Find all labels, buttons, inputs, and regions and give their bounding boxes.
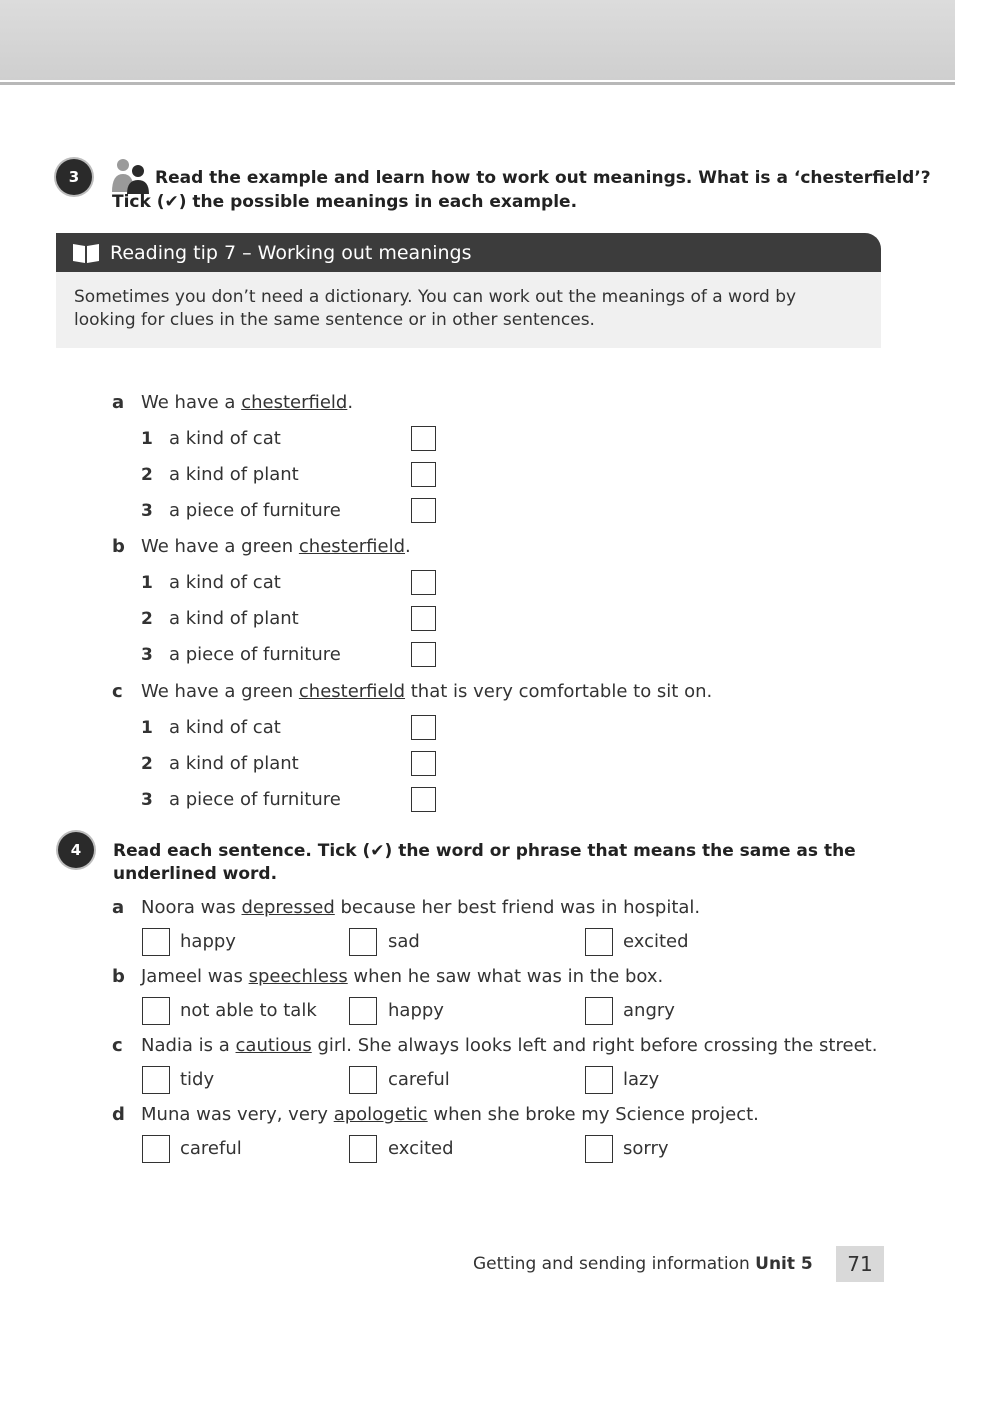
option-number: 3: [141, 645, 153, 665]
tick-box[interactable]: [349, 1135, 377, 1163]
tick-box[interactable]: [411, 606, 436, 631]
underlined-word: chesterfield: [298, 681, 406, 702]
page-top-band: [0, 0, 955, 80]
sentence-end: because her best friend was in hospital.: [334, 897, 701, 918]
sentence: [141, 535, 411, 559]
tick-box[interactable]: [411, 787, 436, 812]
option-text: a piece of furniture: [169, 500, 341, 521]
tick-box[interactable]: [142, 1066, 170, 1094]
underlined-word: speechless: [248, 966, 348, 987]
sentence-start: Nadia is a: [141, 1035, 236, 1056]
sentence-start: Muna was very, very: [141, 1104, 334, 1125]
choice-text: lazy: [623, 1069, 660, 1090]
reading-tip-body: [56, 272, 881, 348]
sentence: [141, 1103, 759, 1127]
sentence: [141, 680, 712, 704]
underlined-word: chesterfield: [241, 392, 348, 413]
tick-box[interactable]: [142, 1135, 170, 1163]
option-number: 1: [141, 573, 153, 593]
book-icon: [72, 242, 100, 264]
page-number: 71: [836, 1246, 884, 1282]
option-text: a piece of furniture: [169, 789, 341, 810]
exercise-3-number: 3: [56, 159, 92, 195]
option-number: 1: [141, 429, 153, 449]
page-top-rule: [0, 82, 955, 85]
tick-box[interactable]: [411, 462, 436, 487]
item-letter: b: [112, 536, 125, 557]
sentence-end: that is very comfortable to sit on.: [405, 681, 713, 702]
tick-box[interactable]: [411, 715, 436, 740]
option-text: a piece of furniture: [169, 644, 341, 665]
option-number: 1: [141, 718, 153, 738]
tick-box[interactable]: [411, 570, 436, 595]
tick-box[interactable]: [349, 997, 377, 1025]
sentence-start: Noora was: [141, 897, 242, 918]
choice-text: happy: [388, 1000, 444, 1021]
tick-box[interactable]: [411, 751, 436, 776]
sentence-end: .: [405, 536, 411, 557]
sentence-start: We have a green: [141, 681, 299, 702]
item-letter: a: [112, 897, 125, 918]
sentence-start: We have a green: [141, 536, 299, 557]
tick-box[interactable]: [349, 1066, 377, 1094]
item-letter: d: [112, 1104, 125, 1125]
option-text: a kind of cat: [169, 572, 281, 593]
exercise-3-instruction-line2: Tick (✔) the possible meanings in each example.: [112, 192, 578, 212]
underlined-word: chesterfield: [298, 536, 406, 557]
tick-box[interactable]: [411, 426, 436, 451]
choice-text: angry: [623, 1000, 675, 1021]
tick-box[interactable]: [585, 997, 613, 1025]
tick-box[interactable]: [411, 642, 436, 667]
option-number: 2: [141, 465, 153, 485]
option-number: 2: [141, 754, 153, 774]
sentence: [141, 391, 353, 415]
tick-box[interactable]: [585, 1066, 613, 1094]
underlined-word: apologetic: [333, 1104, 428, 1125]
tick-box[interactable]: [585, 928, 613, 956]
pair-work-icon: [110, 158, 150, 194]
underlined-word: cautious: [235, 1035, 312, 1056]
choice-text: not able to talk: [180, 1000, 317, 1021]
sentence-start: Jameel was: [141, 966, 249, 987]
item-letter: b: [112, 966, 125, 987]
item-letter: c: [112, 1035, 123, 1056]
option-text: a kind of plant: [169, 464, 299, 485]
exercise-4-instruction-line1: Read each sentence. Tick (✔) the word or phrase that means the same as the: [113, 841, 856, 861]
tick-box[interactable]: [142, 928, 170, 956]
tick-box[interactable]: [411, 498, 436, 523]
underlined-word: depressed: [241, 897, 335, 918]
reading-tip-title: Reading tip 7 – Working out meanings: [110, 241, 472, 264]
choice-text: careful: [180, 1138, 242, 1159]
sentence-end: when she broke my Science project.: [427, 1104, 759, 1125]
sentence-end: when he saw what was in the box.: [347, 966, 664, 987]
exercise-4-instruction-line2: underlined word.: [113, 864, 278, 884]
option-number: 2: [141, 609, 153, 629]
exercise-3-instruction-line1: Read the example and learn how to work out meanings. What is a ‘chesterfield’?: [155, 168, 931, 188]
option-number: 3: [141, 790, 153, 810]
item-letter: c: [112, 681, 123, 702]
choice-text: sorry: [623, 1138, 669, 1159]
choice-text: sad: [388, 931, 420, 952]
exercise-4-number: 4: [58, 832, 94, 868]
footer-section-title: Getting and sending information: [473, 1254, 750, 1274]
sentence: [141, 896, 700, 920]
option-number: 3: [141, 501, 153, 521]
sentence-end: .: [347, 392, 354, 413]
choice-text: tidy: [180, 1069, 215, 1090]
option-text: a kind of plant: [169, 608, 299, 629]
option-text: a kind of plant: [169, 753, 299, 774]
choice-text: careful: [388, 1069, 450, 1090]
sentence: [141, 965, 663, 989]
tick-box[interactable]: [349, 928, 377, 956]
choice-text: excited: [623, 931, 689, 952]
tick-box[interactable]: [585, 1135, 613, 1163]
reading-tip-header: [56, 233, 881, 272]
reading-tip-line2: looking for clues in the same sentence or in other sentences.: [74, 310, 595, 330]
item-letter: a: [112, 392, 125, 413]
choice-text: excited: [388, 1138, 454, 1159]
reading-tip-line1: Sometimes you don’t need a dictionary. You can work out the meanings of a word by: [74, 287, 797, 307]
option-text: a kind of cat: [169, 717, 281, 738]
choice-text: happy: [180, 931, 236, 952]
page-footer: [473, 1254, 813, 1274]
sentence-start: We have a: [141, 392, 242, 413]
footer-unit: Unit 5: [755, 1254, 813, 1274]
sentence: [141, 1034, 877, 1058]
tick-box[interactable]: [142, 997, 170, 1025]
option-text: a kind of cat: [169, 428, 281, 449]
sentence-end: girl. She always looks left and right before crossing the street.: [311, 1035, 878, 1056]
